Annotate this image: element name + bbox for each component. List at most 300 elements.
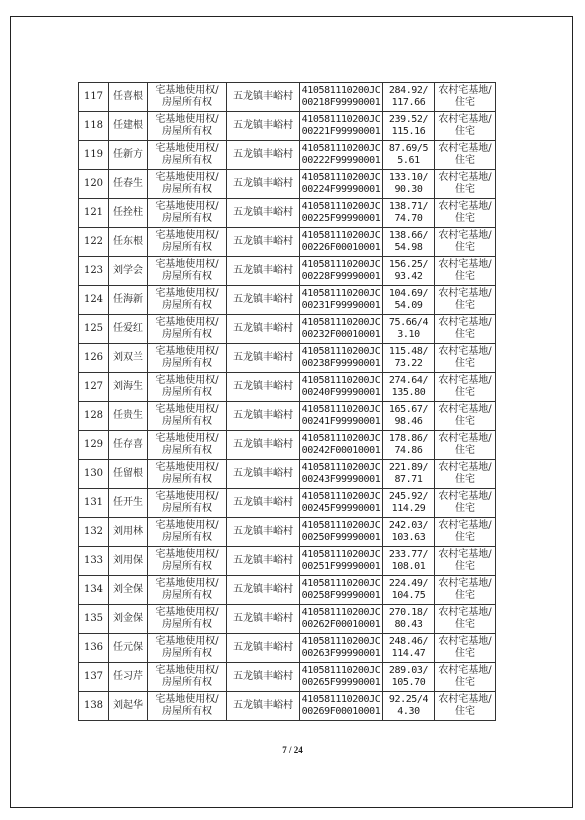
land-use-cell: [435, 228, 496, 257]
area-cell: [383, 141, 435, 170]
area-cell: [383, 576, 435, 605]
sequence-cell: 122: [79, 228, 109, 257]
area-cell: [383, 170, 435, 199]
cell-line: 284.92/: [388, 85, 429, 96]
parcel-code-cell: [300, 402, 383, 431]
cell-line: 245.92/: [388, 491, 429, 502]
owner-name-cell: 任元保: [109, 634, 148, 663]
cell-line: 农村宅基地/: [438, 636, 492, 647]
area-cell: [383, 460, 435, 489]
parcel-code-cell: [300, 373, 383, 402]
cell-line: 宅基地使用权/: [155, 404, 219, 415]
cell-line: 农村宅基地/: [438, 230, 492, 241]
table-row: [79, 692, 496, 721]
cell-line: 房屋所有权: [162, 184, 212, 195]
sequence-cell: 125: [79, 315, 109, 344]
parcel-code-cell: [300, 547, 383, 576]
location-cell: 五龙镇丰峪村: [227, 402, 300, 431]
table-row: [79, 112, 496, 141]
table-row: [79, 547, 496, 576]
land-use-cell: [435, 431, 496, 460]
cell-line: 224.49/: [388, 578, 429, 589]
cell-line: 00269F00010001: [301, 706, 381, 717]
parcel-code-cell: [300, 692, 383, 721]
cell-line: 住宅: [455, 271, 475, 282]
location-cell: 五龙镇丰峪村: [227, 228, 300, 257]
cell-line: 房屋所有权: [162, 590, 212, 601]
cell-line: 宅基地使用权/: [155, 578, 219, 589]
right-type-cell: [148, 228, 227, 257]
location-cell: 五龙镇丰峪村: [227, 141, 300, 170]
location-cell: 五龙镇丰峪村: [227, 112, 300, 141]
cell-line: 农村宅基地/: [438, 259, 492, 270]
table-row: [79, 373, 496, 402]
cell-line: 00232F00010001: [301, 329, 381, 340]
register-table-body: [79, 83, 496, 721]
cell-line: 农村宅基地/: [438, 694, 492, 705]
cell-line: 宅基地使用权/: [155, 172, 219, 183]
area-cell: [383, 83, 435, 112]
cell-line: 宅基地使用权/: [155, 143, 219, 154]
land-use-cell: [435, 170, 496, 199]
cell-line: 宅基地使用权/: [155, 375, 219, 386]
parcel-code-cell: [300, 460, 383, 489]
location-cell: 五龙镇丰峪村: [227, 257, 300, 286]
owner-name-cell: 任爱红: [109, 315, 148, 344]
land-use-cell: [435, 460, 496, 489]
parcel-code-cell: [300, 141, 383, 170]
cell-line: 00251F99990001: [301, 561, 381, 572]
cell-line: 住宅: [455, 561, 475, 572]
owner-name-cell: 任建根: [109, 112, 148, 141]
area-cell: [383, 663, 435, 692]
cell-line: 410581110200JC: [301, 143, 381, 154]
table-row: [79, 663, 496, 692]
cell-line: 宅基地使用权/: [155, 317, 219, 328]
location-cell: 五龙镇丰峪村: [227, 460, 300, 489]
cell-line: 住宅: [455, 126, 475, 137]
cell-line: 农村宅基地/: [438, 549, 492, 560]
owner-name-cell: 任拴柱: [109, 199, 148, 228]
cell-line: 105.70: [391, 677, 426, 688]
cell-line: 住宅: [455, 97, 475, 108]
sequence-cell: 128: [79, 402, 109, 431]
cell-line: 宅基地使用权/: [155, 433, 219, 444]
right-type-cell: [148, 576, 227, 605]
cell-line: 农村宅基地/: [438, 317, 492, 328]
owner-name-cell: 刘海生: [109, 373, 148, 402]
owner-name-cell: 刘用保: [109, 547, 148, 576]
parcel-code-cell: [300, 344, 383, 373]
owner-name-cell: 任习芹: [109, 663, 148, 692]
cell-line: 5.61: [397, 155, 420, 166]
area-cell: [383, 402, 435, 431]
table-row: [79, 257, 496, 286]
cell-line: 248.46/: [388, 636, 429, 647]
cell-line: 00226F00010001: [301, 242, 381, 253]
sequence-cell: 119: [79, 141, 109, 170]
right-type-cell: [148, 547, 227, 576]
cell-line: 宅基地使用权/: [155, 259, 219, 270]
cell-line: 宅基地使用权/: [155, 694, 219, 705]
cell-line: 73.22: [394, 358, 423, 369]
cell-line: 住宅: [455, 532, 475, 543]
parcel-code-cell: [300, 576, 383, 605]
location-cell: 五龙镇丰峪村: [227, 692, 300, 721]
location-cell: 五龙镇丰峪村: [227, 431, 300, 460]
table-row: [79, 199, 496, 228]
location-cell: 五龙镇丰峪村: [227, 489, 300, 518]
cell-line: 房屋所有权: [162, 242, 212, 253]
cell-line: 房屋所有权: [162, 97, 212, 108]
cell-line: 54.98: [394, 242, 423, 253]
owner-name-cell: 任新方: [109, 141, 148, 170]
right-type-cell: [148, 634, 227, 663]
cell-line: 住宅: [455, 619, 475, 630]
cell-line: 住宅: [455, 474, 475, 485]
cell-line: 房屋所有权: [162, 126, 212, 137]
cell-line: 00245F99990001: [301, 503, 381, 514]
cell-line: 房屋所有权: [162, 387, 212, 398]
cell-line: 宅基地使用权/: [155, 665, 219, 676]
cell-line: 房屋所有权: [162, 706, 212, 717]
area-cell: [383, 373, 435, 402]
cell-line: 农村宅基地/: [438, 433, 492, 444]
cell-line: 房屋所有权: [162, 619, 212, 630]
owner-name-cell: 任开生: [109, 489, 148, 518]
cell-line: 108.01: [391, 561, 426, 572]
sequence-cell: 117: [79, 83, 109, 112]
location-cell: 五龙镇丰峪村: [227, 634, 300, 663]
cell-line: 宅基地使用权/: [155, 462, 219, 473]
cell-line: 农村宅基地/: [438, 201, 492, 212]
cell-line: 115.48/: [388, 346, 429, 357]
cell-line: 宅基地使用权/: [155, 230, 219, 241]
land-use-cell: [435, 489, 496, 518]
cell-line: 00225F99990001: [301, 213, 381, 224]
parcel-code-cell: [300, 634, 383, 663]
cell-line: 410581110200JC: [301, 694, 381, 705]
cell-line: 00263F99990001: [301, 648, 381, 659]
cell-line: 410581110200JC: [301, 578, 381, 589]
cell-line: 410581110200JC: [301, 317, 381, 328]
cell-line: 00238F99990001: [301, 358, 381, 369]
parcel-code-cell: [300, 518, 383, 547]
right-type-cell: [148, 402, 227, 431]
owner-name-cell: 刘金保: [109, 605, 148, 634]
cell-line: 宅基地使用权/: [155, 607, 219, 618]
cell-line: 宅基地使用权/: [155, 288, 219, 299]
right-type-cell: [148, 141, 227, 170]
cell-line: 房屋所有权: [162, 474, 212, 485]
cell-line: 133.10/: [388, 172, 429, 183]
table-row: [79, 576, 496, 605]
cell-line: 410581110200JC: [301, 636, 381, 647]
cell-line: 104.69/: [388, 288, 429, 299]
location-cell: 五龙镇丰峪村: [227, 518, 300, 547]
location-cell: 五龙镇丰峪村: [227, 170, 300, 199]
cell-line: 住宅: [455, 648, 475, 659]
sequence-cell: 124: [79, 286, 109, 315]
cell-line: 103.63: [391, 532, 426, 543]
cell-line: 农村宅基地/: [438, 346, 492, 357]
cell-line: 87.71: [394, 474, 423, 485]
right-type-cell: [148, 431, 227, 460]
cell-line: 农村宅基地/: [438, 114, 492, 125]
cell-line: 410581110200JC: [301, 230, 381, 241]
owner-name-cell: 刘全保: [109, 576, 148, 605]
cell-line: 4.30: [397, 706, 420, 717]
cell-line: 138.71/: [388, 201, 429, 212]
table-row: [79, 170, 496, 199]
cell-line: 00218F99990001: [301, 97, 381, 108]
cell-line: 135.80: [391, 387, 426, 398]
area-cell: [383, 547, 435, 576]
cell-line: 宅基地使用权/: [155, 114, 219, 125]
cell-line: 00262F00010001: [301, 619, 381, 630]
cell-line: 00241F99990001: [301, 416, 381, 427]
area-cell: [383, 634, 435, 663]
owner-name-cell: 任东根: [109, 228, 148, 257]
parcel-code-cell: [300, 257, 383, 286]
land-use-cell: [435, 634, 496, 663]
location-cell: 五龙镇丰峪村: [227, 286, 300, 315]
cell-line: 宅基地使用权/: [155, 85, 219, 96]
sequence-cell: 138: [79, 692, 109, 721]
location-cell: 五龙镇丰峪村: [227, 315, 300, 344]
cell-line: 房屋所有权: [162, 503, 212, 514]
cell-line: 221.89/: [388, 462, 429, 473]
page-number: 7 / 24: [282, 745, 303, 755]
location-cell: 五龙镇丰峪村: [227, 576, 300, 605]
table-row: [79, 286, 496, 315]
right-type-cell: [148, 83, 227, 112]
right-type-cell: [148, 373, 227, 402]
cell-line: 80.43: [394, 619, 423, 630]
cell-line: 房屋所有权: [162, 416, 212, 427]
sequence-cell: 132: [79, 518, 109, 547]
location-cell: 五龙镇丰峪村: [227, 199, 300, 228]
area-cell: [383, 257, 435, 286]
location-cell: 五龙镇丰峪村: [227, 373, 300, 402]
right-type-cell: [148, 257, 227, 286]
cell-line: 93.42: [394, 271, 423, 282]
cell-line: 宅基地使用权/: [155, 346, 219, 357]
parcel-code-cell: [300, 83, 383, 112]
cell-line: 410581110200JC: [301, 433, 381, 444]
cell-line: 农村宅基地/: [438, 578, 492, 589]
cell-line: 房屋所有权: [162, 213, 212, 224]
cell-line: 54.09: [394, 300, 423, 311]
cell-line: 农村宅基地/: [438, 665, 492, 676]
sequence-cell: 135: [79, 605, 109, 634]
cell-line: 房屋所有权: [162, 155, 212, 166]
cell-line: 410581110200JC: [301, 404, 381, 415]
right-type-cell: [148, 605, 227, 634]
cell-line: 农村宅基地/: [438, 404, 492, 415]
parcel-code-cell: [300, 489, 383, 518]
parcel-code-cell: [300, 112, 383, 141]
cell-line: 00224F99990001: [301, 184, 381, 195]
cell-line: 115.16: [391, 126, 426, 137]
right-type-cell: [148, 199, 227, 228]
cell-line: 178.86/: [388, 433, 429, 444]
area-cell: [383, 228, 435, 257]
sequence-cell: 131: [79, 489, 109, 518]
table-row: [79, 344, 496, 373]
cell-line: 00221F99990001: [301, 126, 381, 137]
cell-line: 房屋所有权: [162, 677, 212, 688]
cell-line: 00222F99990001: [301, 155, 381, 166]
cell-line: 住宅: [455, 358, 475, 369]
cell-line: 74.70: [394, 213, 423, 224]
cell-line: 00243F99990001: [301, 474, 381, 485]
cell-line: 农村宅基地/: [438, 172, 492, 183]
cell-line: 75.66/4: [388, 317, 429, 328]
cell-line: 宅基地使用权/: [155, 636, 219, 647]
cell-line: 00242F00010001: [301, 445, 381, 456]
table-row: [79, 431, 496, 460]
sequence-cell: 134: [79, 576, 109, 605]
cell-line: 住宅: [455, 445, 475, 456]
cell-line: 274.64/: [388, 375, 429, 386]
cell-line: 住宅: [455, 677, 475, 688]
owner-name-cell: 刘用林: [109, 518, 148, 547]
parcel-code-cell: [300, 286, 383, 315]
cell-line: 410581110200JC: [301, 346, 381, 357]
cell-line: 房屋所有权: [162, 532, 212, 543]
cell-line: 117.66: [391, 97, 426, 108]
owner-name-cell: 刘起华: [109, 692, 148, 721]
parcel-code-cell: [300, 315, 383, 344]
right-type-cell: [148, 315, 227, 344]
cell-line: 住宅: [455, 242, 475, 253]
right-type-cell: [148, 692, 227, 721]
land-use-cell: [435, 83, 496, 112]
land-use-cell: [435, 141, 496, 170]
sequence-cell: 120: [79, 170, 109, 199]
cell-line: 114.29: [391, 503, 426, 514]
sequence-cell: 121: [79, 199, 109, 228]
cell-line: 农村宅基地/: [438, 375, 492, 386]
sequence-cell: 127: [79, 373, 109, 402]
location-cell: 五龙镇丰峪村: [227, 663, 300, 692]
area-cell: [383, 344, 435, 373]
land-use-cell: [435, 692, 496, 721]
land-use-cell: [435, 199, 496, 228]
table-row: [79, 83, 496, 112]
location-cell: 五龙镇丰峪村: [227, 547, 300, 576]
right-type-cell: [148, 518, 227, 547]
cell-line: 房屋所有权: [162, 271, 212, 282]
cell-line: 270.18/: [388, 607, 429, 618]
owner-name-cell: 任喜根: [109, 83, 148, 112]
right-type-cell: [148, 344, 227, 373]
right-type-cell: [148, 112, 227, 141]
owner-name-cell: 任春生: [109, 170, 148, 199]
cell-line: 410581110200JC: [301, 549, 381, 560]
table-row: [79, 634, 496, 663]
cell-line: 宅基地使用权/: [155, 549, 219, 560]
cell-line: 410581110200JC: [301, 288, 381, 299]
right-type-cell: [148, 663, 227, 692]
area-cell: [383, 286, 435, 315]
cell-line: 410581110200JC: [301, 665, 381, 676]
cell-line: 农村宅基地/: [438, 607, 492, 618]
parcel-code-cell: [300, 199, 383, 228]
cell-line: 242.03/: [388, 520, 429, 531]
cell-line: 00258F99990001: [301, 590, 381, 601]
parcel-code-cell: [300, 170, 383, 199]
table-row: [79, 402, 496, 431]
cell-line: 00240F99990001: [301, 387, 381, 398]
location-cell: 五龙镇丰峪村: [227, 605, 300, 634]
cell-line: 410581110200JC: [301, 520, 381, 531]
owner-name-cell: 刘双兰: [109, 344, 148, 373]
cell-line: 74.86: [394, 445, 423, 456]
sequence-cell: 129: [79, 431, 109, 460]
sequence-cell: 130: [79, 460, 109, 489]
right-type-cell: [148, 286, 227, 315]
cell-line: 87.69/5: [388, 143, 429, 154]
owner-name-cell: 任留根: [109, 460, 148, 489]
cell-line: 156.25/: [388, 259, 429, 270]
cell-line: 410581110200JC: [301, 462, 381, 473]
cell-line: 00231F99990001: [301, 300, 381, 311]
land-use-cell: [435, 112, 496, 141]
cell-line: 410581110200JC: [301, 172, 381, 183]
sequence-cell: 118: [79, 112, 109, 141]
property-register-table: [78, 82, 496, 721]
cell-line: 98.46: [394, 416, 423, 427]
cell-line: 90.30: [394, 184, 423, 195]
cell-line: 宅基地使用权/: [155, 201, 219, 212]
right-type-cell: [148, 460, 227, 489]
cell-line: 住宅: [455, 387, 475, 398]
cell-line: 住宅: [455, 706, 475, 717]
right-type-cell: [148, 489, 227, 518]
cell-line: 房屋所有权: [162, 300, 212, 311]
cell-line: 住宅: [455, 503, 475, 514]
sequence-cell: 137: [79, 663, 109, 692]
sequence-cell: 126: [79, 344, 109, 373]
location-cell: 五龙镇丰峪村: [227, 344, 300, 373]
cell-line: 104.75: [391, 590, 426, 601]
table-row: [79, 315, 496, 344]
table-row: [79, 141, 496, 170]
area-cell: [383, 431, 435, 460]
sequence-cell: 123: [79, 257, 109, 286]
land-use-cell: [435, 315, 496, 344]
cell-line: 410581110200JC: [301, 114, 381, 125]
cell-line: 房屋所有权: [162, 445, 212, 456]
cell-line: 239.52/: [388, 114, 429, 125]
area-cell: [383, 112, 435, 141]
land-use-cell: [435, 576, 496, 605]
sequence-cell: 136: [79, 634, 109, 663]
cell-line: 410581110200JC: [301, 491, 381, 502]
land-use-cell: [435, 518, 496, 547]
table-row: [79, 460, 496, 489]
cell-line: 410581110200JC: [301, 201, 381, 212]
cell-line: 410581110200JC: [301, 375, 381, 386]
cell-line: 房屋所有权: [162, 358, 212, 369]
owner-name-cell: 刘学会: [109, 257, 148, 286]
land-use-cell: [435, 257, 496, 286]
cell-line: 宅基地使用权/: [155, 520, 219, 531]
cell-line: 410581110200JC: [301, 259, 381, 270]
land-use-cell: [435, 286, 496, 315]
